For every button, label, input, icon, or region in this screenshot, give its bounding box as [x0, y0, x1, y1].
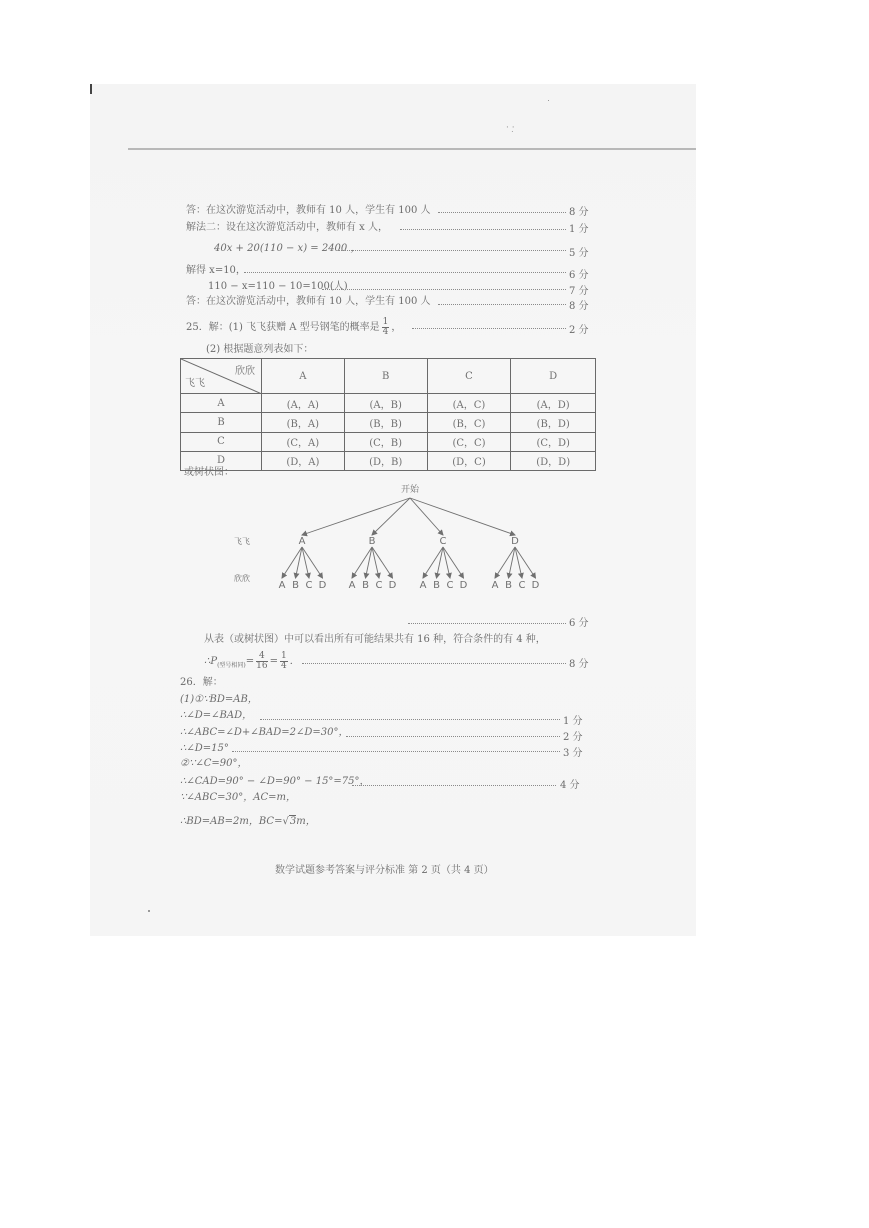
- leader-dots: [352, 785, 556, 786]
- tree-node-level2: A: [419, 580, 427, 591]
- q26-line: ∴∠D=∠BAD，: [180, 710, 253, 721]
- tree-node-level1: A: [298, 536, 306, 547]
- tree-node-level2: D: [318, 580, 327, 591]
- table-row: [181, 432, 596, 451]
- last-line-suffix: m，: [296, 816, 316, 827]
- tree-node-level1: D: [511, 536, 519, 547]
- table-cell: (A，D): [511, 394, 596, 413]
- scan-speck: [548, 100, 549, 101]
- answer-line-2: 解法二：设在这次游览活动中，教师有 x 人，: [186, 222, 388, 233]
- corner-label-feifei: 飞飞: [185, 378, 205, 390]
- answer-line-1: 答：在这次游览活动中，教师有 10 人，学生有 100 人: [186, 205, 431, 216]
- table-cell: (B，A): [262, 413, 345, 432]
- table-cell: (B，C): [427, 413, 511, 432]
- q25-prefix: 25．解：(1) 飞飞获赠 A 型号钢笔的概率是: [186, 322, 380, 333]
- corner-label-xinxin: 欣欣: [235, 366, 255, 377]
- table-corner-cell: [181, 359, 262, 394]
- tree-node-level2: D: [459, 580, 468, 591]
- table-row: [181, 394, 596, 413]
- answer-line-6: 答：在这次游览活动中，教师有 10 人，学生有 100 人: [186, 296, 431, 307]
- q26-line: ∴∠D=15°: [180, 743, 229, 754]
- q26-line: ∴∠ABC=∠D+∠BAD=2∠D=30°，: [180, 727, 349, 738]
- prob-subscript: (型号相同): [217, 662, 246, 669]
- tree-node-level2: C: [446, 580, 454, 591]
- conclusion-line: 从表（或树状图）中可以看出所有可能结果共有 16 种，符合条件的有 4 种，: [204, 634, 546, 645]
- leader-dots: [322, 289, 566, 290]
- q26-line: ∵∠ABC=30°，AC=m，: [180, 792, 296, 803]
- table-row: [181, 413, 596, 432]
- page-footer: 数学试题参考答案与评分标准 第 2 页（共 4 页）: [275, 865, 494, 876]
- table-cell: (A，C): [427, 394, 511, 413]
- prob-symbol: ∴P: [204, 656, 218, 667]
- tree-node-level2: A: [278, 580, 286, 591]
- leader-dots: [346, 736, 560, 737]
- fraction-denominator: 16: [256, 661, 268, 671]
- tree-node-level2: A: [491, 580, 499, 591]
- column-header: D: [511, 359, 596, 394]
- tree-node-level2: B: [433, 580, 440, 591]
- q26-line: (1)①∵BD=AB，: [180, 694, 258, 705]
- fraction: [256, 652, 267, 671]
- leader-dots: [260, 719, 560, 720]
- score-mark: 2 分: [569, 325, 589, 336]
- tree-level-label-feifei: 飞飞: [234, 537, 250, 546]
- tree-node-level1: C: [439, 536, 447, 547]
- fraction-denominator: 4: [281, 661, 287, 671]
- sqrt-sign: √: [282, 816, 289, 827]
- fraction-numerator: 4: [256, 652, 267, 662]
- sqrt-radicand: 3: [289, 816, 297, 827]
- equals: =: [245, 656, 255, 667]
- table-header-row: [181, 359, 596, 394]
- table-cell: (D，D): [511, 451, 596, 470]
- prob-suffix: ．: [289, 656, 300, 667]
- row-header: A: [181, 394, 262, 413]
- fraction-denominator: 4: [382, 327, 389, 337]
- table-cell: (C，A): [262, 432, 345, 451]
- column-header: C: [427, 359, 511, 394]
- table-intro: (2) 根据题意列表如下：: [206, 344, 314, 355]
- tree-node-level2: D: [531, 580, 540, 591]
- table-row: [181, 451, 596, 470]
- tree-node-level2: D: [388, 580, 397, 591]
- score-mark: 7 分: [569, 286, 589, 297]
- score-mark: 8 分: [569, 301, 589, 312]
- fraction-numerator: 1: [382, 317, 389, 327]
- table-cell: (D，A): [262, 451, 345, 470]
- leader-dots: [244, 272, 566, 273]
- fraction-numerator: 1: [281, 651, 287, 661]
- table-cell: (A，A): [262, 394, 345, 413]
- tree-node-level2: B: [292, 580, 299, 591]
- leader-dots: [412, 328, 566, 329]
- table-cell: (D，B): [344, 451, 427, 470]
- tree-edges: [282, 498, 536, 578]
- row-header: C: [181, 432, 262, 451]
- scan-speck: [148, 910, 150, 912]
- tree-node-level1: B: [368, 536, 376, 547]
- tree-node-level2: C: [375, 580, 383, 591]
- equation-line: 40x + 20(110 − x) = 2400 ，: [214, 243, 361, 254]
- question-25-part1: [186, 318, 401, 337]
- tree-nodes: [234, 483, 540, 591]
- leader-dots: [400, 229, 566, 230]
- tree-node-level2: C: [518, 580, 526, 591]
- score-mark: 2 分: [563, 732, 583, 743]
- table-cell: (C，D): [511, 432, 596, 451]
- tree-level-label-xinxin: 欣欣: [234, 574, 250, 583]
- table-cell: (B，D): [511, 413, 596, 432]
- q25-suffix: ，: [391, 322, 402, 333]
- leader-dots: [438, 304, 566, 305]
- probability-line: [204, 652, 300, 672]
- score-mark: 1 分: [569, 224, 589, 235]
- tree-root-label: 开始: [400, 485, 420, 495]
- column-header: A: [262, 359, 345, 394]
- fraction: [382, 318, 390, 337]
- table-cell: (B，B): [344, 413, 427, 432]
- row-header: B: [181, 413, 262, 432]
- score-mark: 1 分: [563, 716, 583, 727]
- leader-dots: [408, 623, 566, 624]
- score-mark: 8 分: [569, 207, 589, 218]
- q26-last-line: [180, 816, 316, 828]
- equals: =: [269, 656, 279, 667]
- tree-intro: 或树状图：: [184, 467, 234, 478]
- tree-branch: [302, 498, 410, 535]
- tree-node-level2: B: [362, 580, 369, 591]
- leader-dots: [302, 663, 566, 664]
- tree-branch: [372, 498, 410, 535]
- leader-dots: [232, 751, 560, 752]
- last-line-prefix: ∴BD=AB=2m，BC=: [180, 816, 283, 827]
- score-mark: 3 分: [563, 748, 583, 759]
- score-mark: 4 分: [560, 780, 580, 791]
- score-mark: 6 分: [569, 270, 589, 281]
- tree-node-level2: A: [348, 580, 356, 591]
- table-cell: (C，C): [427, 432, 511, 451]
- score-mark: 8 分: [569, 659, 589, 670]
- score-mark: 6 分: [569, 618, 589, 629]
- table-cell: (A，B): [344, 394, 427, 413]
- q26-line: ②∵∠C=90°，: [180, 758, 248, 769]
- score-mark: 5 分: [569, 248, 589, 259]
- tree-diagram: [228, 480, 568, 600]
- table-cell: (C，B): [344, 432, 427, 451]
- scan-edge-mark: [90, 84, 92, 94]
- question-26-title: 26．解：: [180, 677, 223, 688]
- leader-dots: [338, 250, 566, 251]
- header-rule: [128, 148, 696, 150]
- leader-dots: [438, 212, 566, 213]
- tree-node-level2: C: [305, 580, 313, 591]
- answer-line-5: 110 − x=110 − 10=100(人): [208, 281, 348, 292]
- header-marks: · ·̣: [506, 123, 515, 133]
- column-header: B: [344, 359, 427, 394]
- fraction: [280, 652, 288, 671]
- row-header: D: [181, 451, 262, 470]
- tree-node-level2: B: [505, 580, 512, 591]
- table-cell: (D，C): [427, 451, 511, 470]
- answer-line-4: 解得 x=10，: [186, 265, 246, 276]
- tree-branch: [410, 498, 515, 535]
- q26-line: ∴∠CAD=90° − ∠D=90° − 15°=75°，: [180, 776, 370, 787]
- outcome-table: [180, 358, 596, 471]
